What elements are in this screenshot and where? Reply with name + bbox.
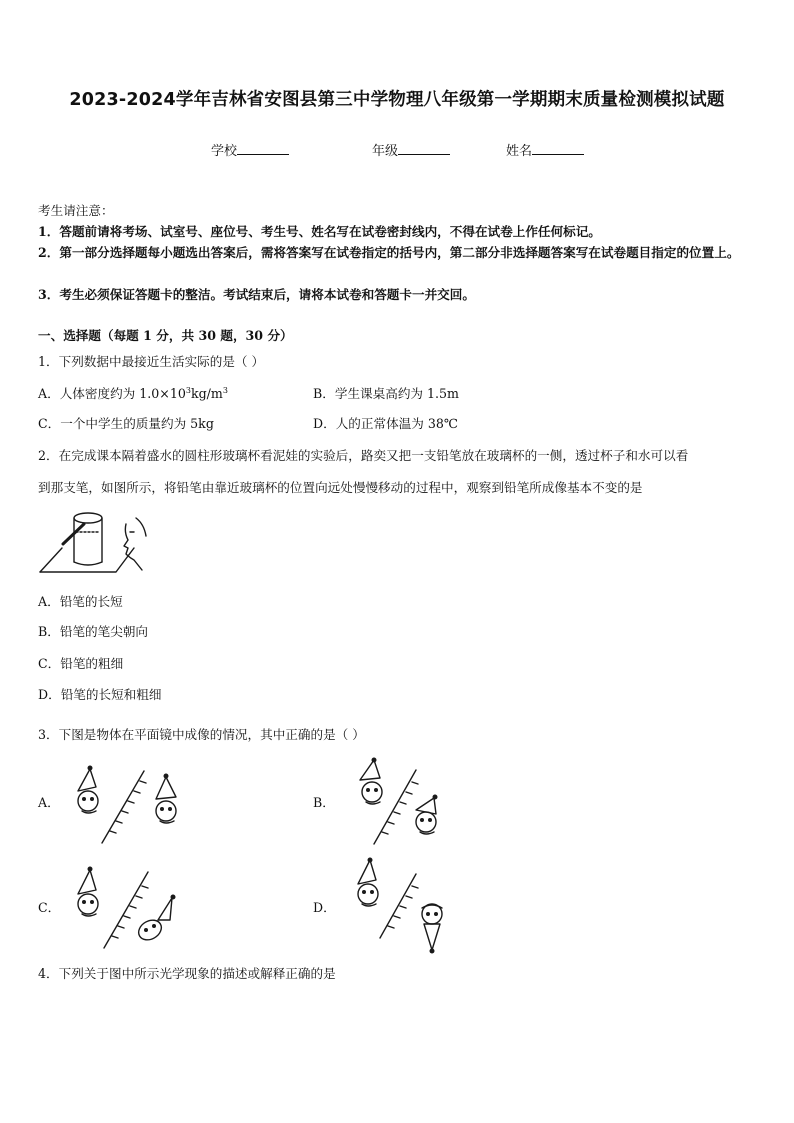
q3-option-a-figure <box>72 765 182 845</box>
q4-stem: 4．下列关于图中所示光学现象的描述或解释正确的是 <box>38 966 336 981</box>
q1-stem: 1．下列数据中最接近生活实际的是（ ） <box>38 354 265 369</box>
q3-option-b-figure <box>352 758 462 848</box>
q3-option-c-label[interactable]: C． <box>38 900 61 915</box>
name-blank[interactable] <box>532 142 584 155</box>
notice-heading: 考生请注意： <box>38 203 114 218</box>
q2-option-b[interactable]: B．铅笔的笔尖朝向 <box>38 624 149 639</box>
q1-option-a-post: kg/m <box>190 386 223 401</box>
school-field[interactable] <box>211 140 289 159</box>
name-field[interactable] <box>506 140 584 159</box>
school-label: 学校 <box>211 144 238 159</box>
q1-option-b[interactable]: B．学生课桌高约为 1.5m <box>313 386 459 401</box>
name-label: 姓名 <box>506 144 533 159</box>
q2-stem-line1: 2．在完成课本隔着盛水的圆柱形玻璃杯看泥娃的实验后，路奕又把一支铅笔放在玻璃杯的一侧，透过杯子和水可以看 <box>38 448 689 463</box>
q3-option-d-label[interactable]: D． <box>313 900 336 915</box>
q2-stem-line2: 到那支笔，如图所示，将铅笔由靠近玻璃杯的位置向远处慢慢移动的过程中，观察到铅笔所成像基本不变的是 <box>38 480 643 495</box>
q2-option-a[interactable]: A．铅笔的长短 <box>38 594 123 609</box>
q3-stem: 3．下图是物体在平面镜中成像的情况，其中正确的是（ ） <box>38 727 365 742</box>
grade-label: 年级 <box>372 144 399 159</box>
page-title: 2023-2024学年吉林省安图县第三中学物理八年级第一学期期末质量检测模拟试题 <box>69 90 725 110</box>
q3-option-a-label[interactable]: A． <box>38 795 60 810</box>
q3-option-b-label[interactable]: B． <box>313 795 335 810</box>
school-blank[interactable] <box>237 142 289 155</box>
q2-glass-pencil-figure <box>38 510 158 576</box>
q1-option-a-sup: 3 <box>185 386 191 395</box>
q3-option-c-figure <box>72 864 182 950</box>
q1-option-a-pre: A．人体密度约为 1.0×10 <box>38 386 186 401</box>
q2-option-d[interactable]: D．铅笔的长短和粗细 <box>38 687 162 702</box>
section-heading: 一、选择题（每题 1 分，共 30 题，30 分） <box>38 328 293 343</box>
q1-option-c[interactable]: C．一个中学生的质量约为 5kg <box>38 416 214 431</box>
q2-option-c[interactable]: C．铅笔的粗细 <box>38 656 124 671</box>
notice-item-2: 2．第一部分选择题每小题选出答案后，需将答案写在试卷指定的括号内，第二部分非选择题答案写在试卷题目指定的位置上。 <box>38 245 740 260</box>
grade-field[interactable] <box>372 140 450 159</box>
grade-blank[interactable] <box>398 142 450 155</box>
q1-option-a-sup2: 3 <box>222 386 228 395</box>
notice-item-3: 3．考生必须保证答题卡的整洁。考试结束后，请将本试卷和答题卡一并交回。 <box>38 287 475 302</box>
q1-option-d[interactable]: D．人的正常体温为 38℃ <box>313 416 458 431</box>
q3-option-d-figure <box>352 858 462 954</box>
notice-item-1: 1．答题前请将考场、试室号、座位号、考生号、姓名写在试卷密封线内，不得在试卷上作任何标记。 <box>38 224 601 239</box>
q1-option-a[interactable] <box>38 384 228 404</box>
